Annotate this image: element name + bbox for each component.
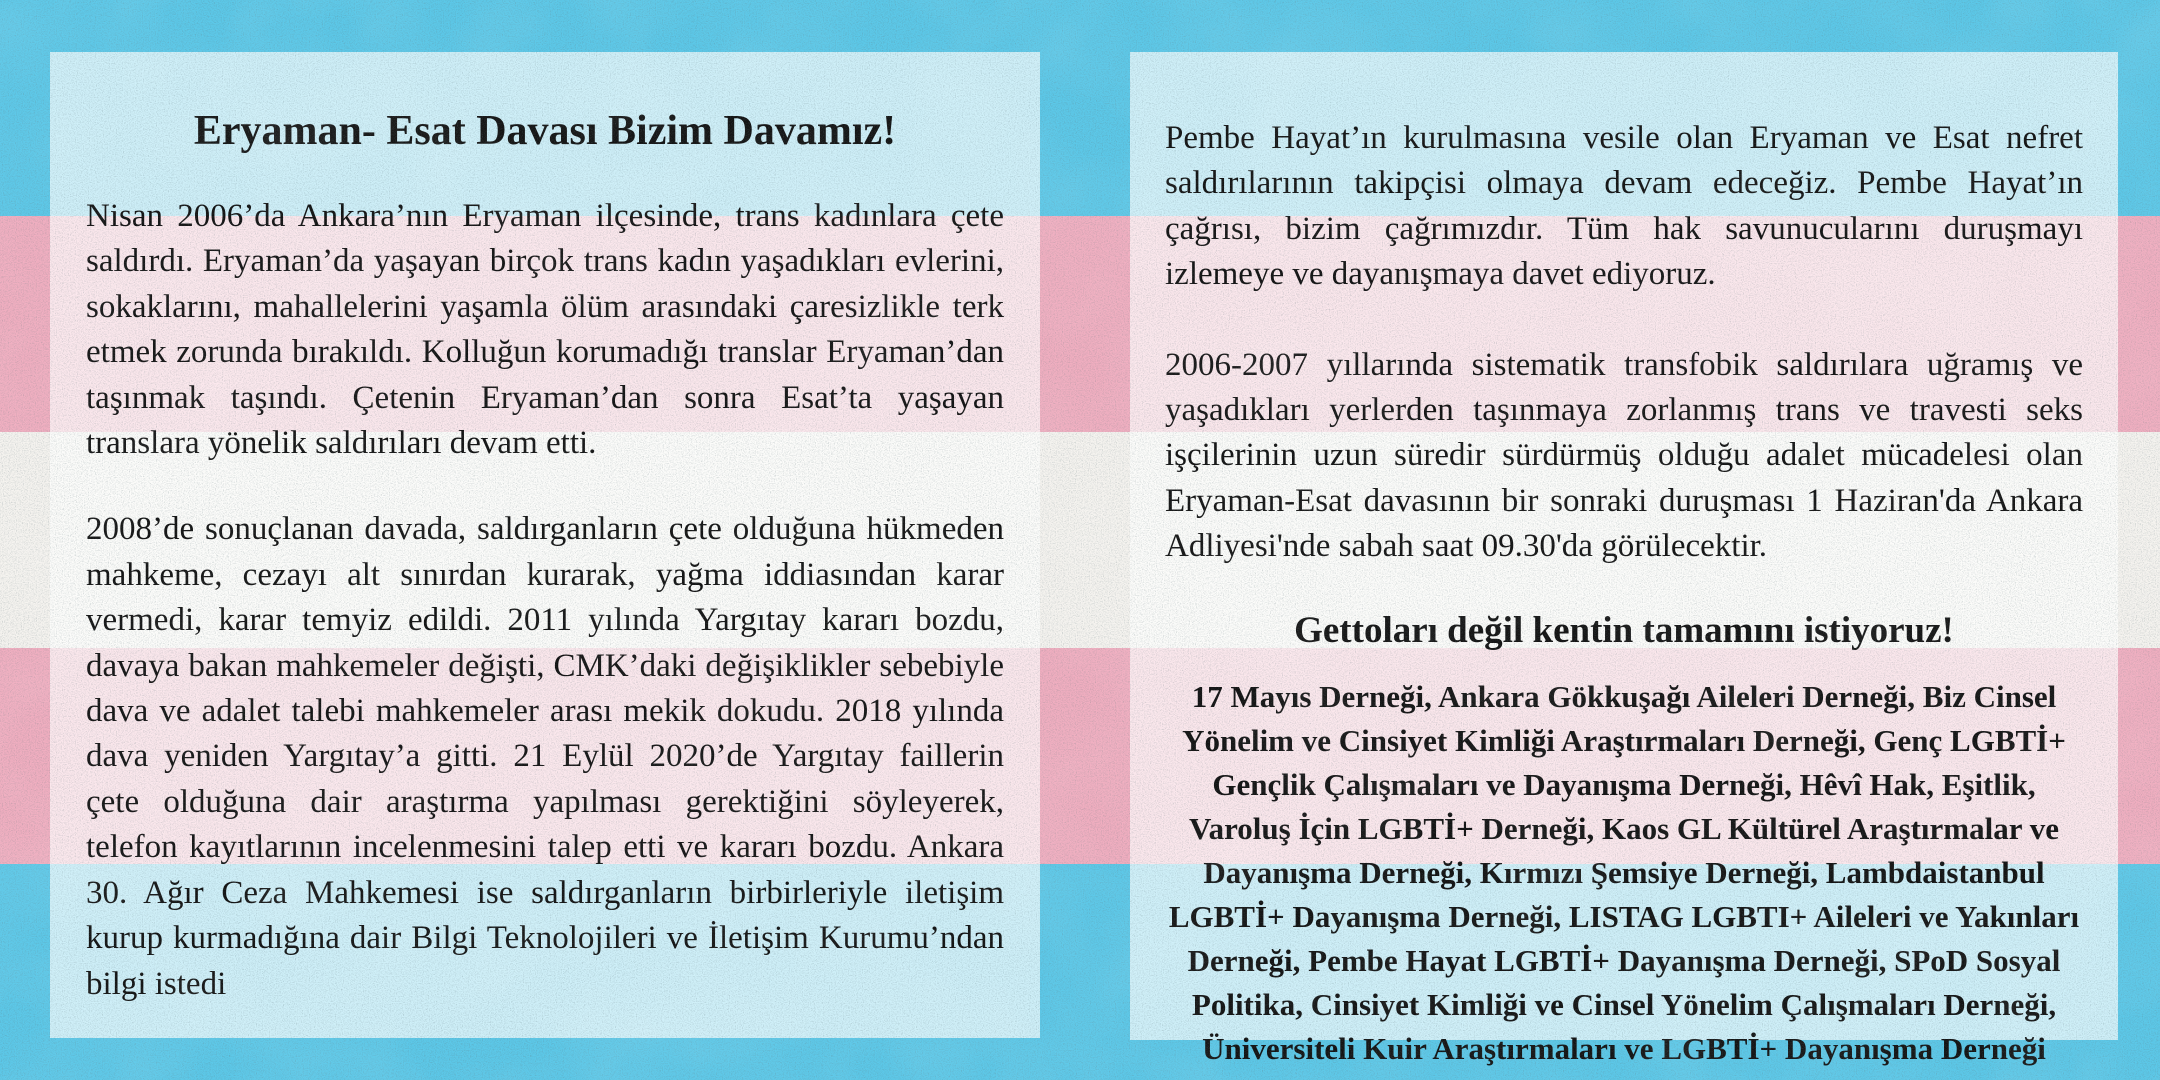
right-paragraph-hearing-info: 2006-2007 yıllarında sistematik transfobik saldırılara uğramış ve yaşadıkları yerlerden taşınmaya zorlanmış trans ve travesti seks işçilerinin uzun süredir sürdürmüş olduğu adalet mücadelesi olan Eryaman-Esat davasının bir sonraki duruşması 1 Haziran'da Ankara Adliyesi'nde sabah saat 09.30'da görülecektir.: [1165, 346, 2083, 565]
poster-title: Eryaman- Esat Davası Bizim Davamız!: [193, 108, 897, 154]
left-paragraph-attacks: Nisan 2006’da Ankara’nın Eryaman ilçesinde, trans kadınlara çete saldırdı. Eryaman’da yaşayan birçok trans kadın yaşadıkları evlerini, sokaklarını, mahallelerini yaşamla ölüm arasındaki çaresizlikle terk etmek zorunda bırakıldı. Kolluğun korumadığı translar Eryaman’dan taşınmak taşındı. Çetenin Eryaman’dan sonra Esat’ta yaşayan translara yönelik saldırıları devam etti.: [86, 198, 1004, 462]
slogan-heading: Gettoları değil kentin tamamını istiyoruz!: [1294, 609, 1954, 651]
right-text-panel: [1130, 52, 2118, 1066]
right-paragraph-call: Pembe Hayat’ın kurulmasına vesile olan Eryaman ve Esat nefret saldırılarının takipçisi olmaya devam edeceğiz. Pembe Hayat’ın çağrısı, bizim çağrımızdır. Tüm hak savunucularını duruşmayı izlemeye ve dayanışmaya davet ediyoruz.: [1165, 120, 2083, 293]
left-text-panel: [50, 52, 1040, 1038]
signatory-organizations: 17 Mayıs Derneği, Ankara Gökkuşağı Aileleri Derneği, Biz Cinsel Yönelim ve Cinsiyet Kimliği Araştırmaları Derneği, Genç LGBTİ+ Gençlik Çalışmaları ve Dayanışma Derneği, Hêvî Hak, Eşitlik, Varoluş İçin LGBTİ+ Derneği, Kaos GL Kültürel Araştırmalar ve Dayanışma Derneği, Kırmızı Şemsiye Derneği, Lambdaistanbul LGBTİ+ Dayanışma Derneği, LISTAG LGBTI+ Aileleri ve Yakınları Derneği, Pembe Hayat LGBTİ+ Dayanışma Derneği, SPoD Sosyal Politika, Cinsiyet Kimliği ve Cinsel Yönelim Çalışmaları Derneği, Üniversiteli Kuir Araştırmaları ve LGBTİ+ Dayanışma Derneği: [1168, 678, 2080, 1066]
left-paragraph-court-history: 2008’de sonuçlanan davada, saldırganların çete olduğuna hükmeden mahkeme, cezayı alt sınırdan kurarak, yağma iddiasından karar vermedi, karar temyiz edildi. 2011 yılında Yargıtay kararı bozdu, davaya bakan mahkemeler değişti, CMK’daki değişiklikler sebebiyle dava ve adalet talebi mahkemeler arası mekik dokudu. 2018 yılında dava yeniden Yargıtay’a gitti. 21 Eylül 2020’de Yargıtay faillerin çete olduğuna dair araştırma yapılması gerektiğini söyleyerek, telefon kayıtlarının incelenmesini talep etti ve kararı bozdu. Ankara 30. Ağır Ceza Mahkemesi ise saldırganların birbirleriyle iletişim kurup kurmadığına dair Bilgi Teknolojileri ve İletişim Kurumu’ndan bilgi istedi: [86, 511, 1004, 1002]
